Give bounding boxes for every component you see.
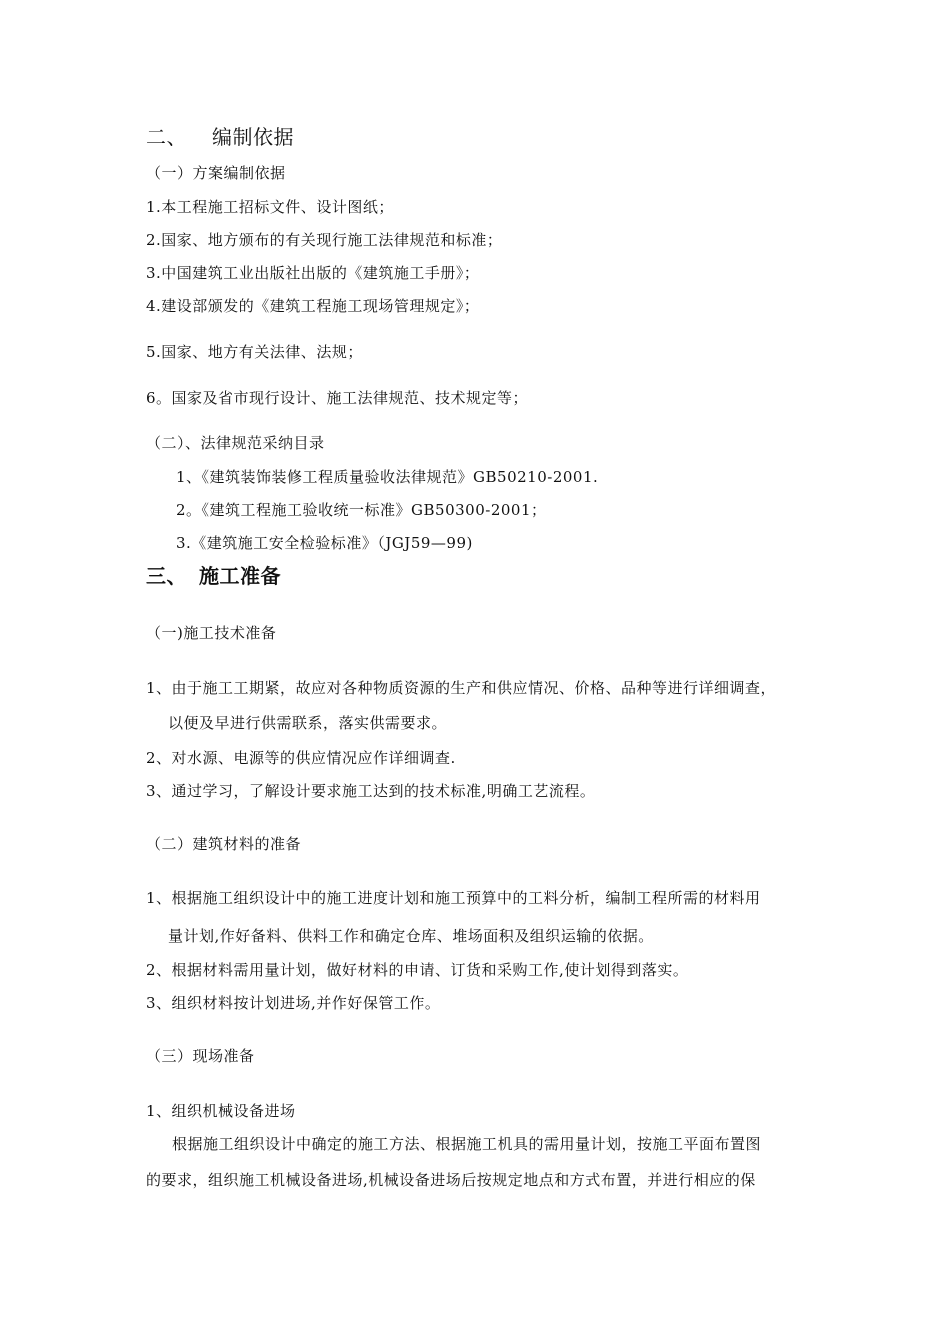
list-item: 6。国家及省市现行设计、施工法律规范、技术规定等； [146,389,529,407]
list-item-continuation: 量计划,作好备料、供料工作和确定仓库、堆场面积及组织运输的依据。 [168,927,654,945]
list-item: 2、根据材料需用量计划，做好材料的申请、订货和采购工作,使计划得到落实。 [146,961,689,979]
subsection-heading: （二）、法律规范采纳目录 [146,434,325,452]
list-item: 1.本工程施工招标文件、设计图纸； [146,198,394,216]
subsection-heading: （一）方案编制依据 [146,164,286,182]
list-item: 2.国家、地方颁布的有关现行施工法律规范和标准； [146,231,503,249]
section-2-title: 编制依据 [212,125,294,149]
list-item: 3.《建筑施工安全检验标准》（JGJ59—99) [176,534,473,552]
list-item: 3.中国建筑工业出版社出版的《建筑施工手册》； [146,264,480,282]
list-item: 2。《建筑工程施工验收统一标准》GB50300-2001； [176,501,547,519]
subsection-heading: （一)施工技术准备 [146,624,277,642]
section-3-title: 施工准备 [199,564,281,588]
list-item: 3、组织材料按计划进场,并作好保管工作。 [146,994,441,1012]
list-item: 2、对水源、电源等的供应情况应作详细调查. [146,749,456,767]
list-item: 4.建设部颁发的《建筑工程施工现场管理规定》； [146,297,480,315]
list-item: 1、由于施工工期紧，故应对各种物质资源的生产和供应情况、价格、品种等进行详细调查， [146,679,777,697]
list-item: 5.国家、地方有关法律、法规； [146,343,363,361]
paragraph-line: 根据施工组织设计中确定的施工方法、根据施工机具的需用量计划，按施工平面布置图 [172,1135,762,1153]
list-item-continuation: 以便及早进行供需联系，落实供需要求。 [168,714,448,732]
list-item: 3、通过学习，了解设计要求施工达到的技术标准,明确工艺流程。 [146,782,596,800]
list-item: 1、《建筑装饰装修工程质量验收法律规范》GB50210-2001. [176,468,599,486]
subsection-heading: （三）现场准备 [146,1047,255,1065]
subsection-heading: （二）建筑材料的准备 [146,835,302,853]
list-item: 1、组织机械设备进场 [146,1102,296,1120]
list-item: 1、根据施工组织设计中的施工进度计划和施工预算中的工料分析，编制工程所需的材料用 [146,889,761,907]
section-3-number: 三、 [146,564,187,588]
paragraph-line: 的要求，组织施工机械设备进场,机械设备进场后按规定地点和方式布置，并进行相应的保 [146,1171,756,1189]
section-2-number: 二、 [146,125,187,149]
